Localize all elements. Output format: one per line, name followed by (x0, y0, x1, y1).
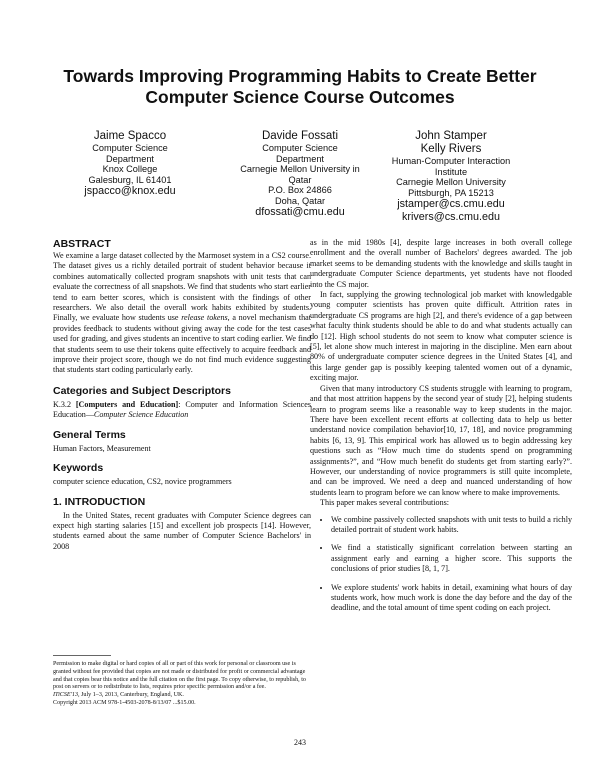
contribution-list (310, 515, 572, 614)
affiliation-line: Computer Science (92, 143, 168, 153)
author-block-2 (225, 130, 375, 219)
intro-paragraph-2: In fact, supplying the growing technological job market with knowledgable young computer scientists has proven quite difficult. Attrition rates in undergraduate CS programs are high [2], and there's evidence of a gap between what faculty think students should be able to do and what students actually can do [12]. High school students do not seem to know what computer science is [5], let alone show much interest in majoring in the discipline. Men earn about 80% of undergraduate computer science degrees in the United States [4], and this large gender gap is possibly keeping talented women out of a dynamic, exciting major. (310, 290, 572, 383)
author-name-2: Kelly Rivers (420, 143, 482, 155)
affiliation-line: Human-Computer Interaction (391, 156, 511, 166)
author-email[interactable]: jstamper@cs.cmu.edu (397, 198, 505, 210)
author-block-3 (376, 130, 526, 223)
affiliation-line: Computer Science (262, 143, 338, 153)
list-item: • We explore students' work habits in detail, examining what hours of day students work, how much work is done the day before and the day of the deadline, and the total amount of time spent coding on each project. (331, 583, 572, 614)
affiliation-line: Pittsburgh, PA 15213 (408, 187, 494, 198)
general-terms-text: Human Factors, Measurement (53, 443, 151, 453)
affiliation-line: Doha, Qatar (274, 195, 326, 206)
author-email[interactable]: jspacco@knox.edu (84, 185, 176, 197)
author-email-2[interactable]: krivers@cs.cmu.edu (402, 210, 500, 223)
introduction-heading: 1. INTRODUCTION (53, 495, 146, 508)
categories-text: K.3.2 [Computers and Education]: Computer and Information Sciences Education—Computer Science Education (53, 399, 312, 420)
affiliation-line: Department (105, 153, 154, 164)
affiliation-line: Department (275, 153, 324, 164)
copyright-line: Copyright 2013 ACM 978-1-4503-2078-8/13/07 ...$15.00. (53, 699, 196, 706)
affiliation-line: Qatar (288, 174, 312, 185)
intro-paragraph-4: This paper makes several contributions: (320, 498, 450, 508)
list-item: • We combine passively collected snapshots with unit tests to build a richly detailed portrait of student work habits. (331, 515, 572, 536)
abstract-heading: ABSTRACT (53, 238, 111, 250)
affiliation-line: Carnegie Mellon University (396, 177, 506, 187)
affiliation-line: Institute (434, 166, 468, 177)
author-name: Davide Fossati (261, 130, 339, 142)
intro-paragraph-3: Given that many introductory CS students struggle with learning to program, and that most attrition happens by the second year of study [2], helping students learn to program seems like a reasonable way to keep students in the major. There have been excellent recent efforts at collecting data to help us better understand novice compilation behavior[10, 17, 18], and novice programming habits [6, 13, 9]. This empirical work has allowed us to begin addressing key questions such as “How much time do students spend on programming assignments?”, and “How much benefit do students get from starting early?”. However, our understanding of novice programmers is still quite incomplete, and can be improved. We need a deep and nuanced understanding of how students learn to program before we can know where to make improvements. (310, 383, 572, 497)
keywords-heading: Keywords (53, 462, 104, 475)
author-email[interactable]: dfossati@cmu.edu (255, 206, 345, 218)
list-item: • We find a statistically significant correlation between starting an assignment early and earning a higher score. This supports the conclusions of prior studies [8, 1, 7]. (331, 543, 572, 574)
keywords-text: computer science education, CS2, novice programmers (53, 477, 232, 487)
intro-paragraph-1: In the United States, recent graduates with Computer Science degrees can expect high starting salaries [15] and excellent job prospects [14]. However, students earned about the same number of Computer Science Bachelors' in 2008 (53, 510, 311, 551)
affiliation-line: P.O. Box 24866 (268, 185, 332, 195)
affiliation-line: Knox College (102, 164, 158, 174)
left-column (53, 238, 311, 552)
page-number: 243 (294, 738, 306, 747)
permission-notice (53, 661, 311, 708)
title-line-2: Computer Science Course Outcomes (145, 87, 455, 107)
general-terms-heading: General Terms (53, 428, 126, 441)
title-line-1: Towards Improving Programming Habits to Create Better (63, 66, 537, 86)
footnote-rule (53, 655, 111, 656)
author-name: Jaime Spacco (93, 130, 167, 142)
affiliation-line: Galesburg, IL 61401 (88, 174, 172, 185)
intro-paragraph-1-cont: as in the mid 1980s [4], despite large increases in both overall college enrollment and the overall number of Bachelors' degrees awarded. The job market seems to be demanding students with the knowledge and skills taught in undergraduate Computer Science departments, yet students have not flooded into the CS major. (310, 238, 572, 289)
venue-line: ITiCSE'13, July 1–3, 2013, Canterbury, England, UK. (53, 692, 184, 699)
abstract-text: We examine a large dataset collected by the Marmoset system in a CS2 course. The dataset gives us a richly detailed portrait of student behavior because it combines automatically collected program snapshots with unit tests that can evaluate the correctness of all snapshots. We find that students who start earlier tend to earn better scores, which is consistent with the findings of other researchers. We also detail the overall work habits exhibited by students. Finally, we evaluate how students use release tokens, a novel mechanism that provides feedback to students without giving away the code for the test cases used for grading, and gives students an incentive to start coding earlier. We find that students seem to use their tokens quite effectively to acquire feedback and improve their project score, though we do not find much evidence suggesting that students start coding particularly early. (53, 251, 311, 375)
categories-heading: Categories and Subject Descriptors (53, 384, 231, 397)
author-block-1 (60, 130, 200, 198)
right-column (310, 238, 572, 622)
paper-title (40, 66, 560, 108)
permission-text: Permission to make digital or hard copies of all or part of this work for personal or classroom use is granted without fee provided that copies are not made or distributed for profit or commercial advantage and that copies bear this notice and the full citation on the first page. To copy otherwise, to republish, to post on servers or to redistribute to lists, requires prior specific permission and/or a fee. (53, 661, 306, 691)
author-name: John Stamper (415, 130, 487, 142)
affiliation-line: Carnegie Mellon University in (240, 164, 360, 174)
